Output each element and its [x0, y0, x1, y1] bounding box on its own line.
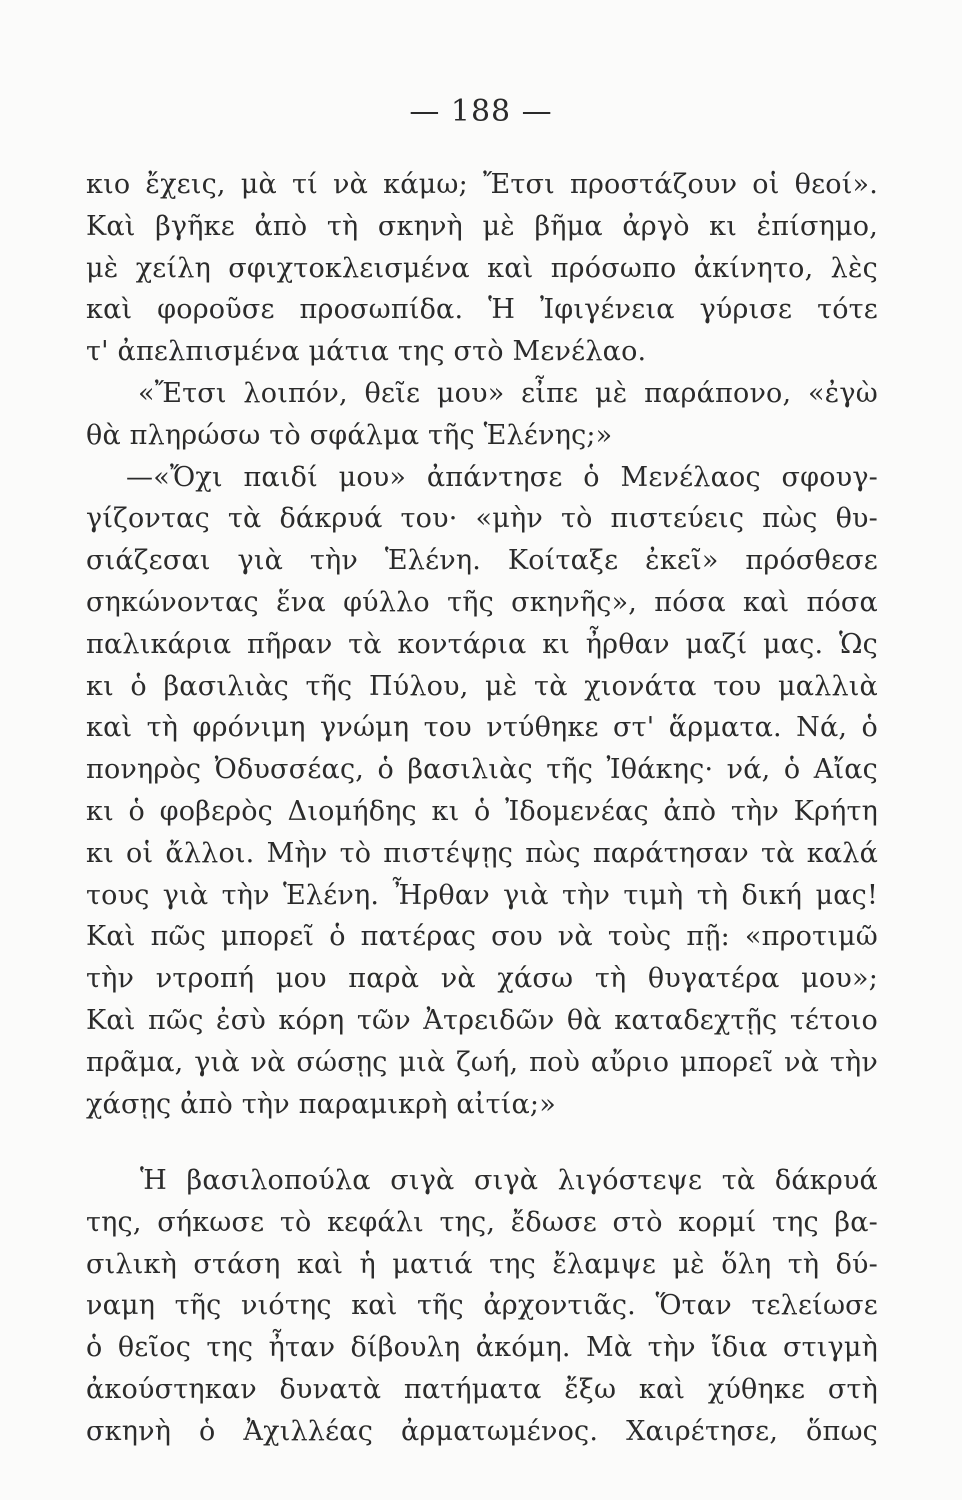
- text-line: τ' ἀπελπισμένα μάτια της στὸ Μενέλαο.: [86, 336, 647, 368]
- text-line: «Ἔτσι λοιπόν, θεῖε μου» εἶπε μὲ παράπονο, «ἐγὼ: [138, 377, 878, 409]
- text-line: Καὶ πῶς μπορεῖ ὁ πατέρας σου νὰ τοὺς πῇ: «προτιμῶ: [86, 921, 878, 953]
- text-line: —«Ὄχι παιδί μου» ἀπάντησε ὁ Μενέλαος σφουγ-: [126, 461, 878, 493]
- text-line: κι ὁ βασιλιὰς τῆς Πύλου, μὲ τὰ χιονάτα του μαλλιὰ: [86, 670, 878, 702]
- text-line: παλικάρια πῆραν τὰ κοντάρια κι ἦρθαν μαζί μας. Ὡς: [86, 628, 878, 660]
- paragraph-2: [86, 1160, 878, 1453]
- text-line: Καὶ πῶς ἐσὺ κόρη τῶν Ἀτρειδῶν θὰ καταδεχτῇς τέτοιο: [86, 1004, 878, 1036]
- text-line: καὶ τὴ φρόνιμη γνώμη του ντύθηκε στ' ἅρματα. Νά, ὁ: [86, 712, 878, 744]
- page-number: — 188 —: [409, 94, 553, 129]
- text-line: σκηνὴ ὁ Ἀχιλλέας ἀρματωμένος. Χαιρέτησε, ὅπως: [86, 1415, 878, 1447]
- text-line: κι οἱ ἄλλοι. Μὴν τὸ πιστέψῃς πὼς παράτησαν τὰ καλά: [86, 837, 878, 869]
- text-line: ἀκούστηκαν δυνατὰ πατήματα ἔξω καὶ χύθηκε στὴ: [86, 1373, 878, 1405]
- text-line: Καὶ βγῆκε ἀπὸ τὴ σκηνὴ μὲ βῆμα ἀργὸ κι ἐπίσημο,: [86, 210, 878, 242]
- text-line: πρᾶμα, γιὰ νὰ σώσῃς μιὰ ζωή, ποὺ αὔριο μπορεῖ νὰ τὴν: [86, 1046, 878, 1078]
- text-line: τὴν ντροπή μου παρὰ νὰ χάσω τὴ θυγατέρα μου»;: [86, 963, 878, 995]
- text-line: ναμη τῆς νιότης καὶ τῆς ἀρχοντιᾶς. Ὅταν τελείωσε: [86, 1290, 878, 1322]
- text-line: τους γιὰ τὴν Ἑλένη. Ἦρθαν γιὰ τὴν τιμὴ τὴ δική μας!: [86, 879, 878, 911]
- text-line: θὰ πληρώσω τὸ σφάλμα τῆς Ἑλένης;»: [86, 419, 613, 451]
- text-line: γίζοντας τὰ δάκρυά του· «μὴν τὸ πιστεύεις πὼς θυ-: [86, 503, 878, 535]
- text-line: σιλικὴ στάση καὶ ἡ ματιά της ἔλαμψε μὲ ὅλη τὴ δύ-: [86, 1248, 878, 1280]
- text-line: σιάζεσαι γιὰ τὴν Ἑλένη. Κοίταξε ἐκεῖ» πρόσθεσε: [86, 545, 878, 577]
- text-line: ὁ θεῖος της ἦταν δίβουλη ἀκόμη. Μὰ τὴν ἴδια στιγμὴ: [86, 1332, 878, 1364]
- text-line: της, σήκωσε τὸ κεφάλι της, ἔδωσε στὸ κορμί της βα-: [86, 1206, 878, 1238]
- text-line: κιο ἔχεις, μὰ τί νὰ κάμω; Ἔτσι προστάζουν οἱ θεοί».: [86, 169, 878, 200]
- text-line: κι ὁ φοβερὸς Διομήδης κι ὁ Ἰδομενέας ἀπὸ τὴν Κρήτη: [86, 795, 878, 827]
- text-line: σηκώνοντας ἕνα φύλλο τῆς σκηνῆς», πόσα καὶ πόσα: [86, 586, 878, 618]
- text-line: Ἡ βασιλοπούλα σιγὰ σιγὰ λιγόστεψε τὰ δάκρυά: [140, 1165, 878, 1196]
- text-line: χάσῃς ἀπὸ τὴν παραμικρὴ αἰτία;»: [86, 1088, 556, 1120]
- text-line: μὲ χείλη σφιχτοκλεισμένα καὶ πρόσωπο ἀκίνητο, λὲς: [86, 252, 878, 284]
- text-line: πονηρὸς Ὀδυσσέας, ὁ βασιλιὰς τῆς Ἰθάκης· νά, ὁ Αἴας: [86, 754, 878, 786]
- paragraph-1: [86, 164, 878, 1125]
- text-line: καὶ φοροῦσε προσωπίδα. Ἡ Ἰφιγένεια γύρισε τότε: [86, 294, 878, 326]
